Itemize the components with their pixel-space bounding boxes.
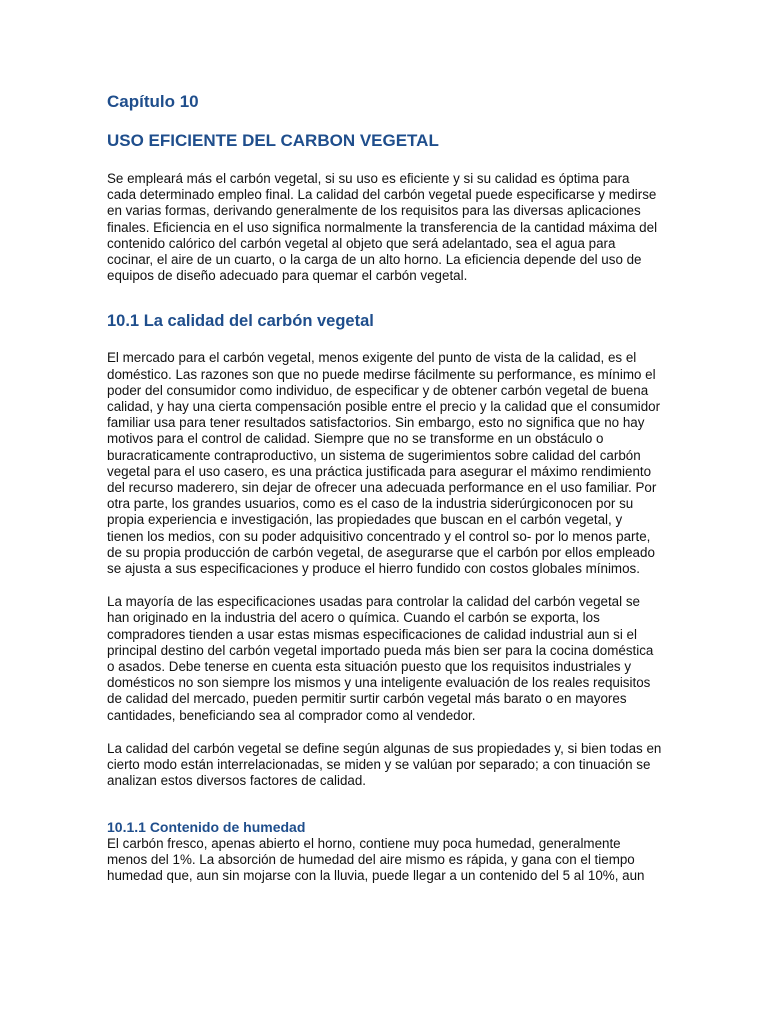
- intro-paragraph: Se empleará más el carbón vegetal, si su uso es eficiente y si su calidad es óptima para cada determinado empleo final. La calidad del carbón vegetal puede especificarse y medirse en varias formas, derivando generalmente de los requisitos para las diversas aplicaciones finales. Eficiencia en el uso significa normalmente la transferencia de la cantidad máxima del contenido calórico del carbón vegetal al objeto que será adelantado, sea el agua para cocinar, el aire de un cuarto, o la carga de un alto horno. La eficiencia depende del uso de equipos de diseño adecuado para quemar el carbón vegetal.: [107, 171, 658, 284]
- section-10-1-paragraph-2: La mayoría de las especificaciones usadas para controlar la calidad del carbón vegetal se han originado en la industria del acero o química. Cuando el carbón se exporta, los compradores tienden a usar estas mismas especificaciones de calidad industrial aun si el principal destino del carbón vegetal importado pueda más bien ser para la cocina doméstica o asados. Debe tenerse en cuenta esta situación puesto que los requisitos industriales y domésticos no son siempre los mismos y una inteligente evaluación de los reales requisitos de calidad del mercado, pueden permitir surtir carbón vegetal más barato o en mayores cantidades, beneficiando sea al comprador como al vendedor.: [107, 594, 654, 723]
- section-heading-10-1: 10.1 La calidad del carbón vegetal: [107, 312, 374, 331]
- section-10-1-1-paragraph: El carbón fresco, apenas abierto el horno, contiene muy poca humedad, generalmente menos del 1%. La absorción de humedad del aire mismo es rápida, y gana con el tiempo humedad que, aun sin mojarse con la lluvia, puede llegar a un contenido del 5 al 10%, aun: [107, 835, 645, 883]
- document-page: [107, 92, 662, 884]
- section-10-1-paragraph-3: La calidad del carbón vegetal se define según algunas de sus propiedades y, si bien todas en cierto modo están interrelacionadas, se miden y se valúan por separado; a con tinuación se analizan estos diversos factores de calidad.: [107, 740, 662, 789]
- section-10-1-paragraph-1: El mercado para el carbón vegetal, menos exigente del punto de vista de la calidad, es el doméstico. Las razones son que no puede medirse fácilmente su performance, es mínimo el poder del consumidor como individuo, de especificar y de obtener carbón vegetal de buena calidad, y hay una cierta compensación posible entre el precio y la calidad que el consumidor familiar usa para tener resultados satisfactorios. Sin embargo, esto no significa que no hay motivos para el control de calidad. Siempre que no se transforme en un obstáculo o buracraticamente contraproductivo, un sistema de sugerimientos sobre calidad del carbón vegetal para el uso casero, es una práctica justificada para asegurar el máximo rendimiento del recurso maderero, sin dejar de ofrecer una adecuada performance en el uso familiar. Por otra parte, los grandes usuarios, como es el caso de la industria siderúrgiconocen por su propia experiencia e investigación, las propiedades que buscan en el carbón vegetal, y tienen los medios, con su poder adquisitivo concentrado y el control so- por lo menos parte, de su propia producción de carbón vegetal, de asegurarse que el carbón por ellos empleado se ajusta a sus especificaciones y produce el hierro fundido con costos globales mínimos.: [107, 350, 661, 577]
- section-heading-10-1-1: 10.1.1 Contenido de humedad: [107, 818, 306, 835]
- chapter-title: USO EFICIENTE DEL CARBON VEGETAL: [107, 131, 439, 150]
- chapter-heading: Capítulo 10: [107, 92, 199, 111]
